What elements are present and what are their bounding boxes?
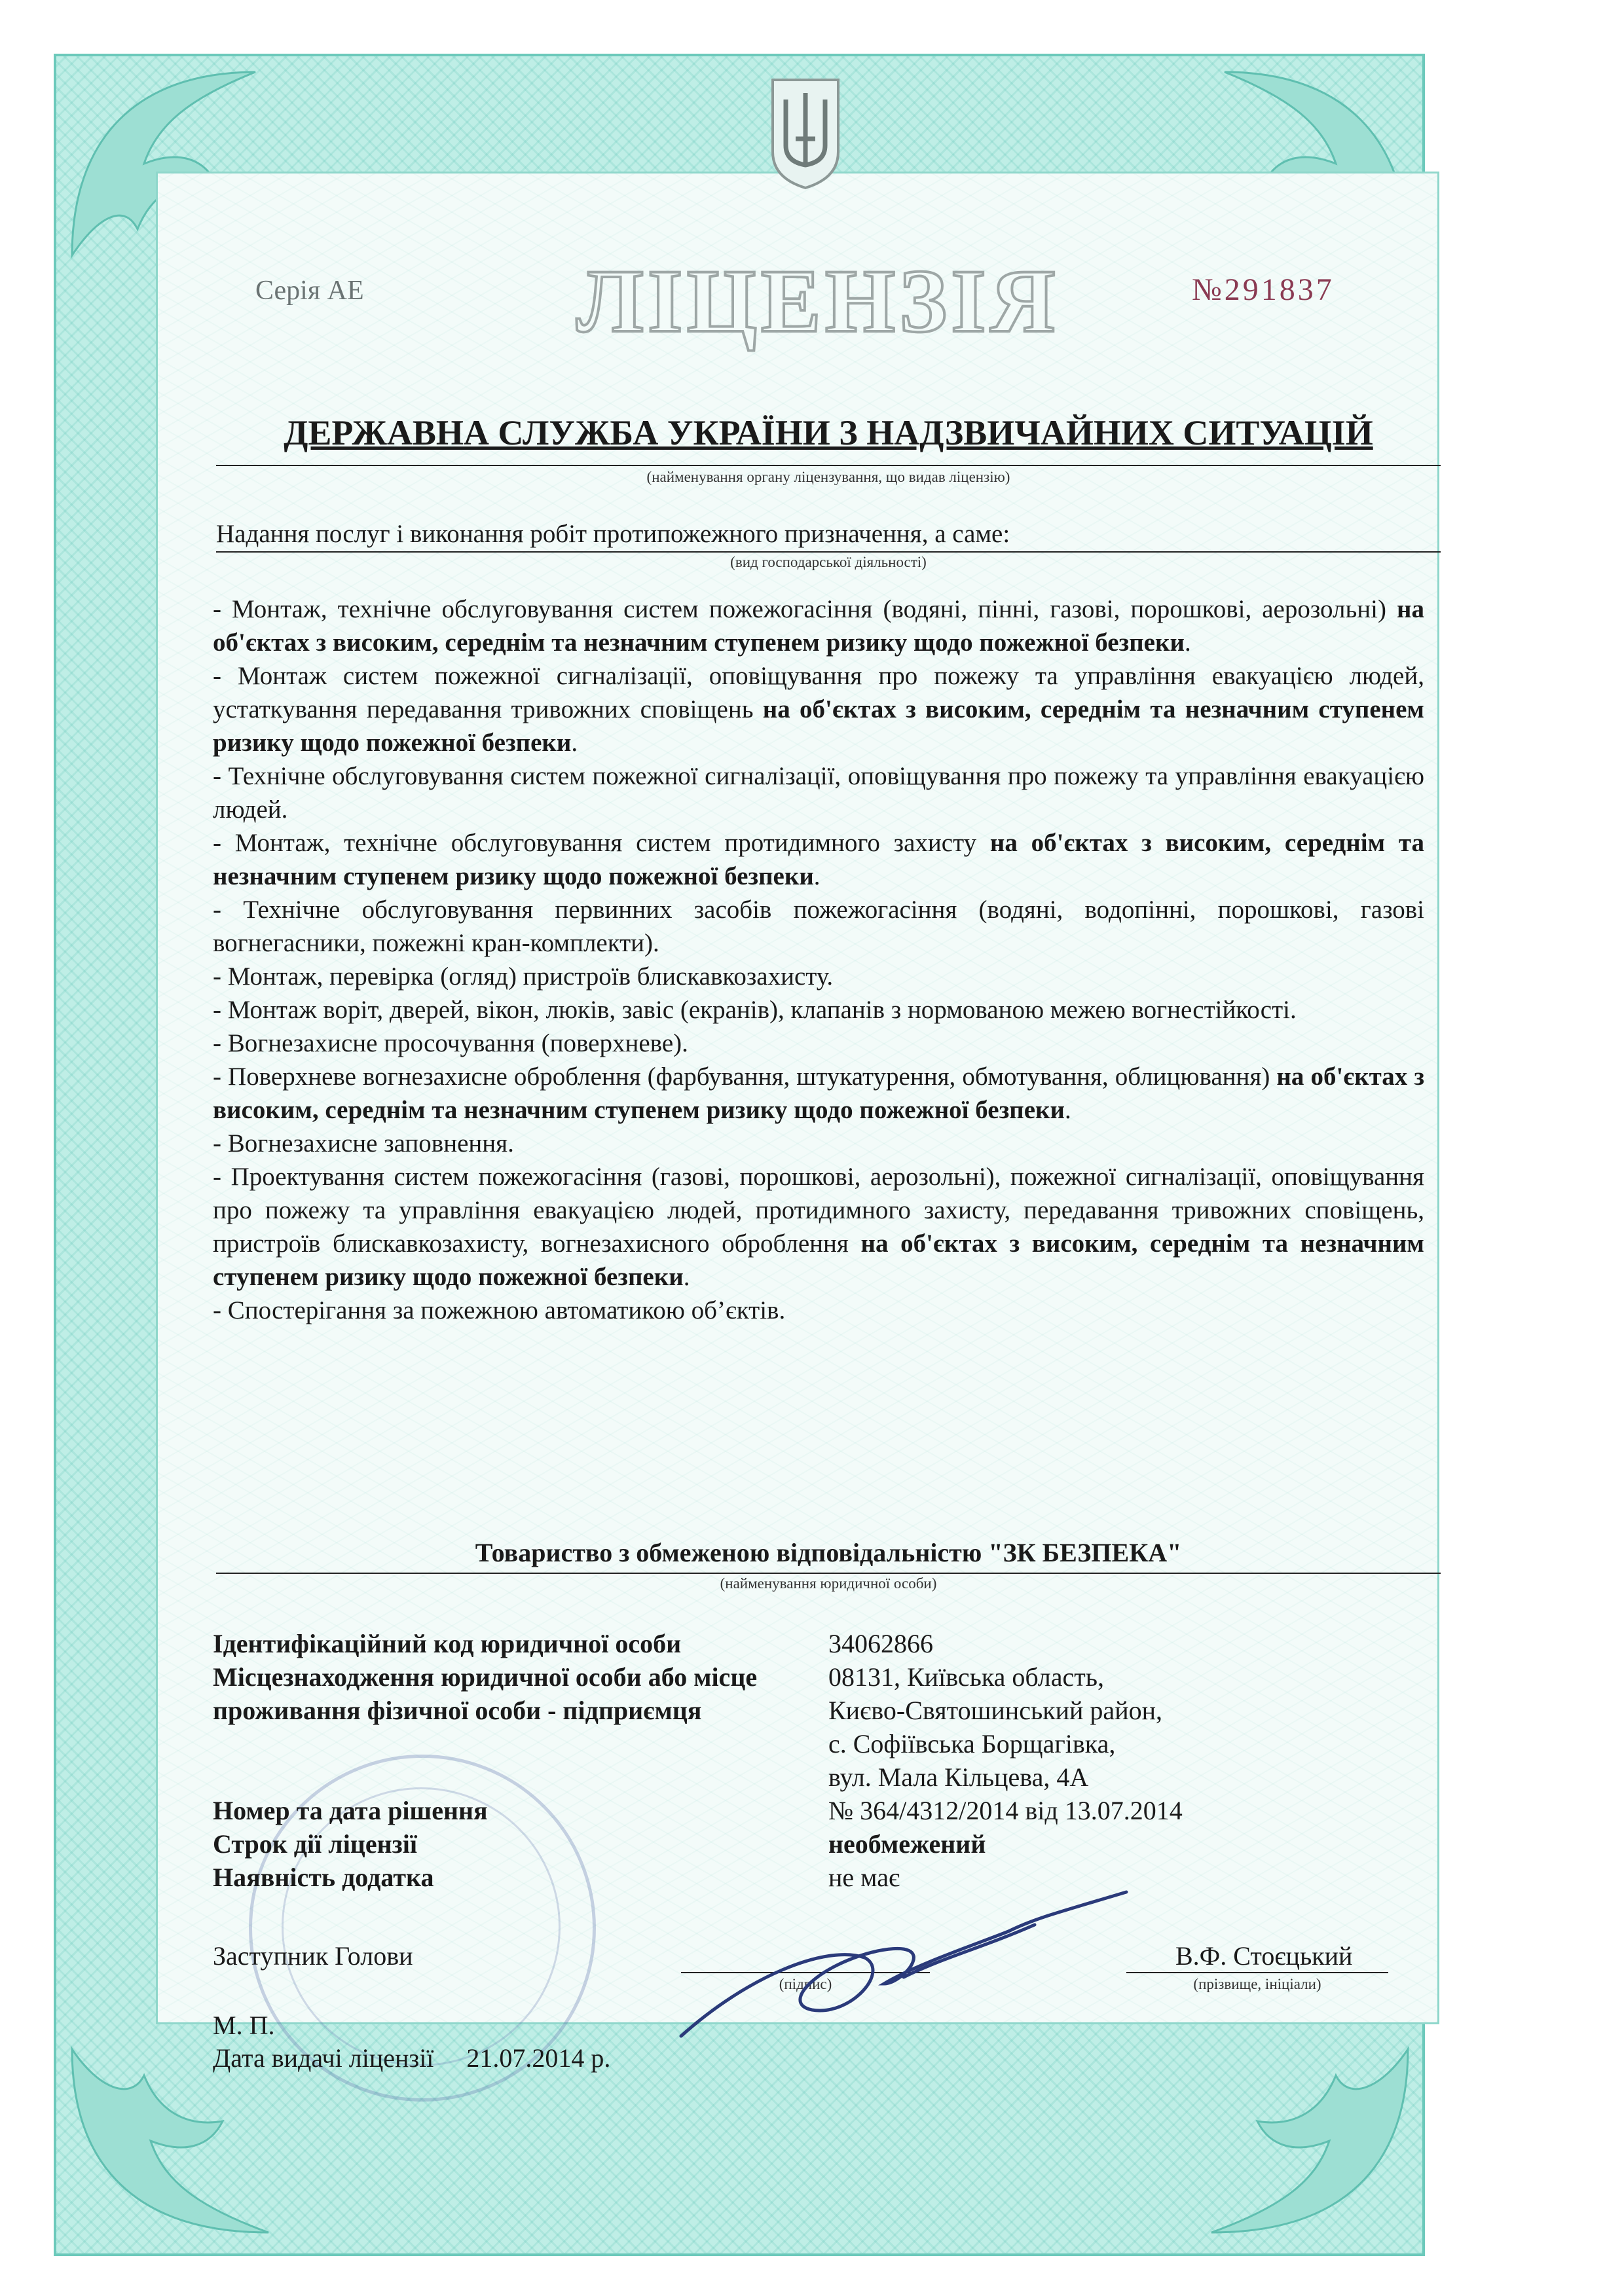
license-number: №291837: [1192, 272, 1335, 307]
licensing-authority: ДЕРЖАВНА СЛУЖБА УКРАЇНИ З НАДЗВИЧАЙНИХ СИТУАЦІЙ: [284, 413, 1373, 452]
activity-underline: [216, 551, 1441, 553]
address-line: 08131, Київська область,: [828, 1662, 1104, 1692]
activity-hint: (вид господарської діяльності): [730, 554, 927, 570]
stamp-place: М. П.: [213, 2011, 275, 2040]
appendix-value: не має: [828, 1863, 900, 1892]
company-underline: [216, 1573, 1441, 1574]
list-item: - Монтаж воріт, дверей, вікон, люків, завіс (екранів), клапанів з нормованою межею вогнестійкості.: [213, 996, 1297, 1024]
address-value: [828, 1660, 1162, 1794]
signer-name-hint: (прізвище, ініціали): [1193, 1976, 1321, 1992]
term-label: Строк дії ліцензії: [213, 1829, 417, 1859]
activity-list: [213, 592, 1424, 1327]
corner-ornament-bottom-right: [1198, 2036, 1421, 2246]
list-item: - Технічне обслуговування первинних засобів пожежогасіння (водяні, водопінні, порошкові, газові вогнегасники, пожежні кран-комплекти).: [213, 896, 1424, 957]
issue-date-value: 21.07.2014 р.: [466, 2043, 611, 2073]
license-series: Серія АЕ: [255, 276, 364, 306]
decision-value: № 364/4312/2014 від 13.07.2014: [828, 1796, 1183, 1825]
company-hint: (найменування юридичної особи): [720, 1575, 937, 1592]
authority-underline: [216, 465, 1441, 466]
activity-type: Надання послуг і виконання робіт протипожежного призначення, а саме:: [216, 520, 1010, 548]
list-item: - Монтаж, перевірка (огляд) пристроїв блискавкозахисту.: [213, 962, 834, 991]
term-value: необмежений: [828, 1829, 986, 1859]
address-line: с. Софіївська Борщагівка,: [828, 1729, 1116, 1758]
issue-date-label: Дата видачі ліцензії: [213, 2043, 434, 2073]
handwritten-signature: [668, 1886, 1139, 2056]
list-item: - Монтаж систем пожежної сигналізації, оповіщування про пожежу та управління евакуацією людей, устаткування передавання тривожних сповіщень на об'єктах з високим, середнім та незначним ступенем ризику щодо пожежної безпеки.: [213, 662, 1425, 757]
list-item: - Монтаж, технічне обслуговування систем пожежогасіння (водяні, пінні, газові, порошкові, аерозольні) на об'єктах з високим, середнім та незначним ступенем ризику щодо пожежної безпеки.: [213, 595, 1424, 657]
address-line: вул. Мала Кільцева, 4А: [828, 1762, 1089, 1792]
list-item: - Спостерігання за пожежною автоматикою об’єктів.: [213, 1296, 786, 1324]
address-label: Місцезнаходження юридичної особи або місце проживання фізичної особи - підприємця: [213, 1662, 758, 1725]
list-item: - Проектування систем пожежогасіння (газові, порошкові, аерозольні), пожежної сигналізації, оповіщування про пожежу та управління евакуацією людей, протидимного захисту, передавання тривожних сповіщень, пристроїв блискавкозахисту, вогнезахисного оброблення на об'єктах з високим, середнім та незначним ступенем ризику щодо пожежної безпеки.: [213, 1163, 1424, 1291]
signer-name-underline: [1126, 1972, 1388, 1973]
list-item: - Вогнезахисне заповнення.: [213, 1129, 514, 1157]
list-item: - Технічне обслуговування систем пожежної сигналізації, оповіщування про пожежу та управління евакуацією людей.: [213, 762, 1424, 824]
signature-hint: (підпис): [779, 1976, 832, 1992]
list-item: - Вогнезахисне просочування (поверхневе).: [213, 1029, 688, 1057]
coat-of-arms-icon: [766, 73, 845, 191]
issue-date-row: [213, 2041, 610, 2075]
signer-position: Заступник Голови: [213, 1941, 413, 1971]
decision-label: Номер та дата рішення: [213, 1796, 488, 1825]
license-title: ЛІЦЕНЗІЯ: [576, 251, 1060, 351]
address-line: Києво-Святошинський район,: [828, 1696, 1162, 1725]
id-code-label: Ідентифікаційний код юридичної особи: [213, 1629, 682, 1658]
appendix-label: Наявність додатка: [213, 1863, 434, 1892]
company-name: Товариство з обмеженою відповідальністю "ЗК БЕЗПЕКА": [475, 1538, 1182, 1567]
list-item: - Монтаж, технічне обслуговування систем протидимного захисту на об'єктах з високим, середнім та незначним ступенем ризику щодо пожежної безпеки.: [213, 829, 1424, 890]
list-item: - Поверхневе вогнезахисне оброблення (фарбування, штукатурення, обмотування, облицювання) на об'єктах з високим, середнім та незначним ступенем ризику щодо пожежної безпеки.: [213, 1063, 1424, 1124]
signer-name: В.Ф. Стоєцький: [1175, 1941, 1353, 1971]
authority-hint: (найменування органу ліцензування, що видав ліцензію): [646, 469, 1010, 485]
id-code-value: 34062866: [828, 1629, 933, 1658]
